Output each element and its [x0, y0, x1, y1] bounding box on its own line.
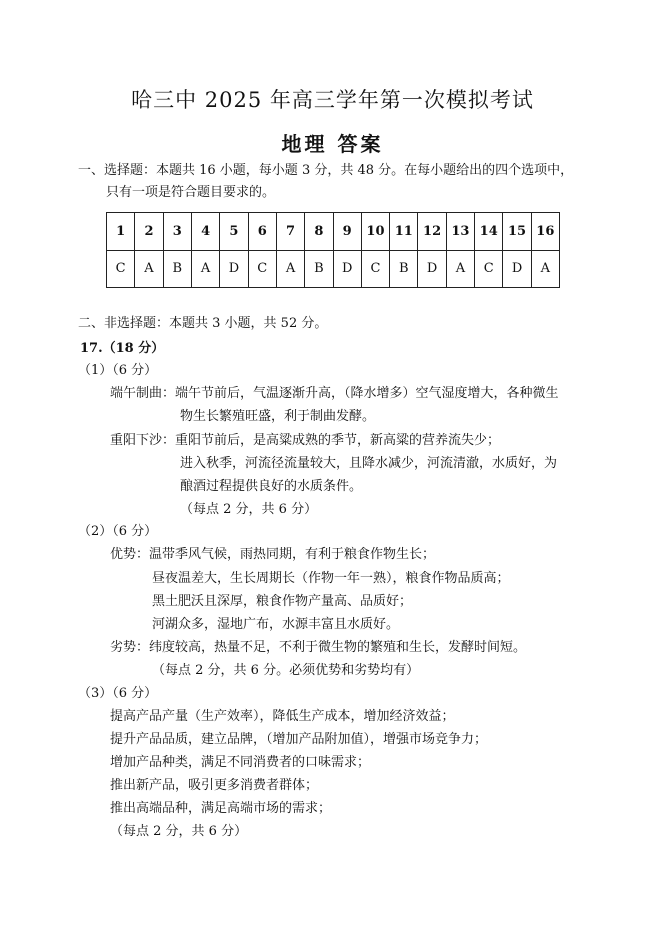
- answer-cell: D: [220, 250, 248, 288]
- part2-label: （2）（6 分）: [78, 524, 158, 539]
- answer-cell: B: [305, 250, 333, 288]
- part2-line: 劣势：纬度较高，热量不足，不利于微生物的繁殖和生长，发酵时间短。: [110, 640, 527, 655]
- question-number: 14: [475, 213, 503, 251]
- part1-label: （1）（6 分）: [78, 363, 158, 378]
- part2-line: 河湖众多，湿地广布，水源丰富且水质好。: [152, 617, 400, 632]
- part3-line: 提升产品品质，建立品牌，（增加产品附加值），增强市场竞争力；: [110, 732, 488, 747]
- question-number: 8: [305, 213, 333, 251]
- question-number: 7: [276, 213, 304, 251]
- question-number: 1: [107, 213, 135, 251]
- answer-cell: C: [361, 250, 389, 288]
- answer-cell: A: [135, 250, 163, 288]
- section2-heading: 二、非选择题：本题共 3 小题，共 52 分。: [78, 316, 328, 331]
- answer-cell: A: [446, 250, 474, 288]
- question-number: 10: [361, 213, 389, 251]
- part3-line: 推出新产品，吸引更多消费者群体；: [110, 778, 319, 793]
- part1-line: 端午制曲：端午节前后，气温逐渐升高，（降水增多）空气湿度增大，各种微生: [110, 386, 559, 401]
- part3-line: 提高产品产量（生产效率），降低生产成本，增加经济效益；: [110, 709, 455, 724]
- part1-score-note: （每点 2 分，共 6 分）: [180, 502, 318, 517]
- question-number: 3: [163, 213, 191, 251]
- answer-cell: B: [163, 250, 191, 288]
- question-number: 11: [390, 213, 418, 251]
- answer-cell: D: [333, 250, 361, 288]
- answer-cell: B: [390, 250, 418, 288]
- part3-line: 推出高端品种，满足高端市场的需求；: [110, 801, 332, 816]
- question-number: 2: [135, 213, 163, 251]
- page-title: 哈三中 2025 年高三学年第一次模拟考试: [131, 88, 534, 112]
- part3-line: 增加产品种类，满足不同消费者的口味需求；: [110, 755, 371, 770]
- page-subtitle: 地理 答案: [281, 132, 384, 156]
- answer-cell: A: [191, 250, 219, 288]
- part2-score-note: （每点 2 分，共 6 分。必须优势和劣势均有）: [152, 663, 420, 678]
- section1-heading-cont: 只有一项是符合题目要求的。: [106, 185, 276, 200]
- part2-line: 黑土肥沃且深厚，粮食作物产量高、品质好；: [152, 594, 413, 609]
- answer-cell: A: [531, 250, 559, 288]
- answer-cell: C: [475, 250, 503, 288]
- question-number: 12: [418, 213, 446, 251]
- part2-line: 昼夜温差大，生长周期长（作物一年一熟），粮食作物品质高；: [152, 571, 510, 586]
- part1-line: 酿酒过程提供良好的水质条件。: [180, 479, 363, 494]
- answer-cell: D: [418, 250, 446, 288]
- answer-cell: C: [107, 250, 135, 288]
- section1-heading: 一、选择题：本题共 16 小题，每小题 3 分，共 48 分。在每小题给出的四个选项中，: [78, 163, 574, 178]
- question-number: 4: [191, 213, 219, 251]
- question-number: 9: [333, 213, 361, 251]
- part2-line: 优势：温带季风气候，雨热同期，有利于粮食作物生长；: [110, 547, 436, 562]
- answer-table-number-row: [107, 213, 560, 251]
- part1-line: 进入秋季，河流径流量较大，且降水减少，河流清澈，水质好，为: [180, 456, 558, 471]
- answer-table-answer-row: [107, 250, 560, 288]
- part3-score-note: （每点 2 分，共 6 分）: [110, 824, 248, 839]
- question-number: 5: [220, 213, 248, 251]
- answer-cell: C: [248, 250, 276, 288]
- question-number: 16: [531, 213, 559, 251]
- part1-line: 物生长繁殖旺盛，利于制曲发酵。: [180, 409, 376, 424]
- answer-cell: D: [503, 250, 531, 288]
- part1-line: 重阳下沙：重阳节前后，是高粱成熟的季节，新高粱的营养流失少；: [110, 433, 501, 448]
- answer-table: [106, 212, 560, 288]
- question-17-heading: 17.（18 分）: [80, 341, 165, 356]
- question-number: 15: [503, 213, 531, 251]
- question-number: 13: [446, 213, 474, 251]
- part3-label: （3）（6 分）: [78, 686, 158, 701]
- question-number: 6: [248, 213, 276, 251]
- answer-cell: A: [276, 250, 304, 288]
